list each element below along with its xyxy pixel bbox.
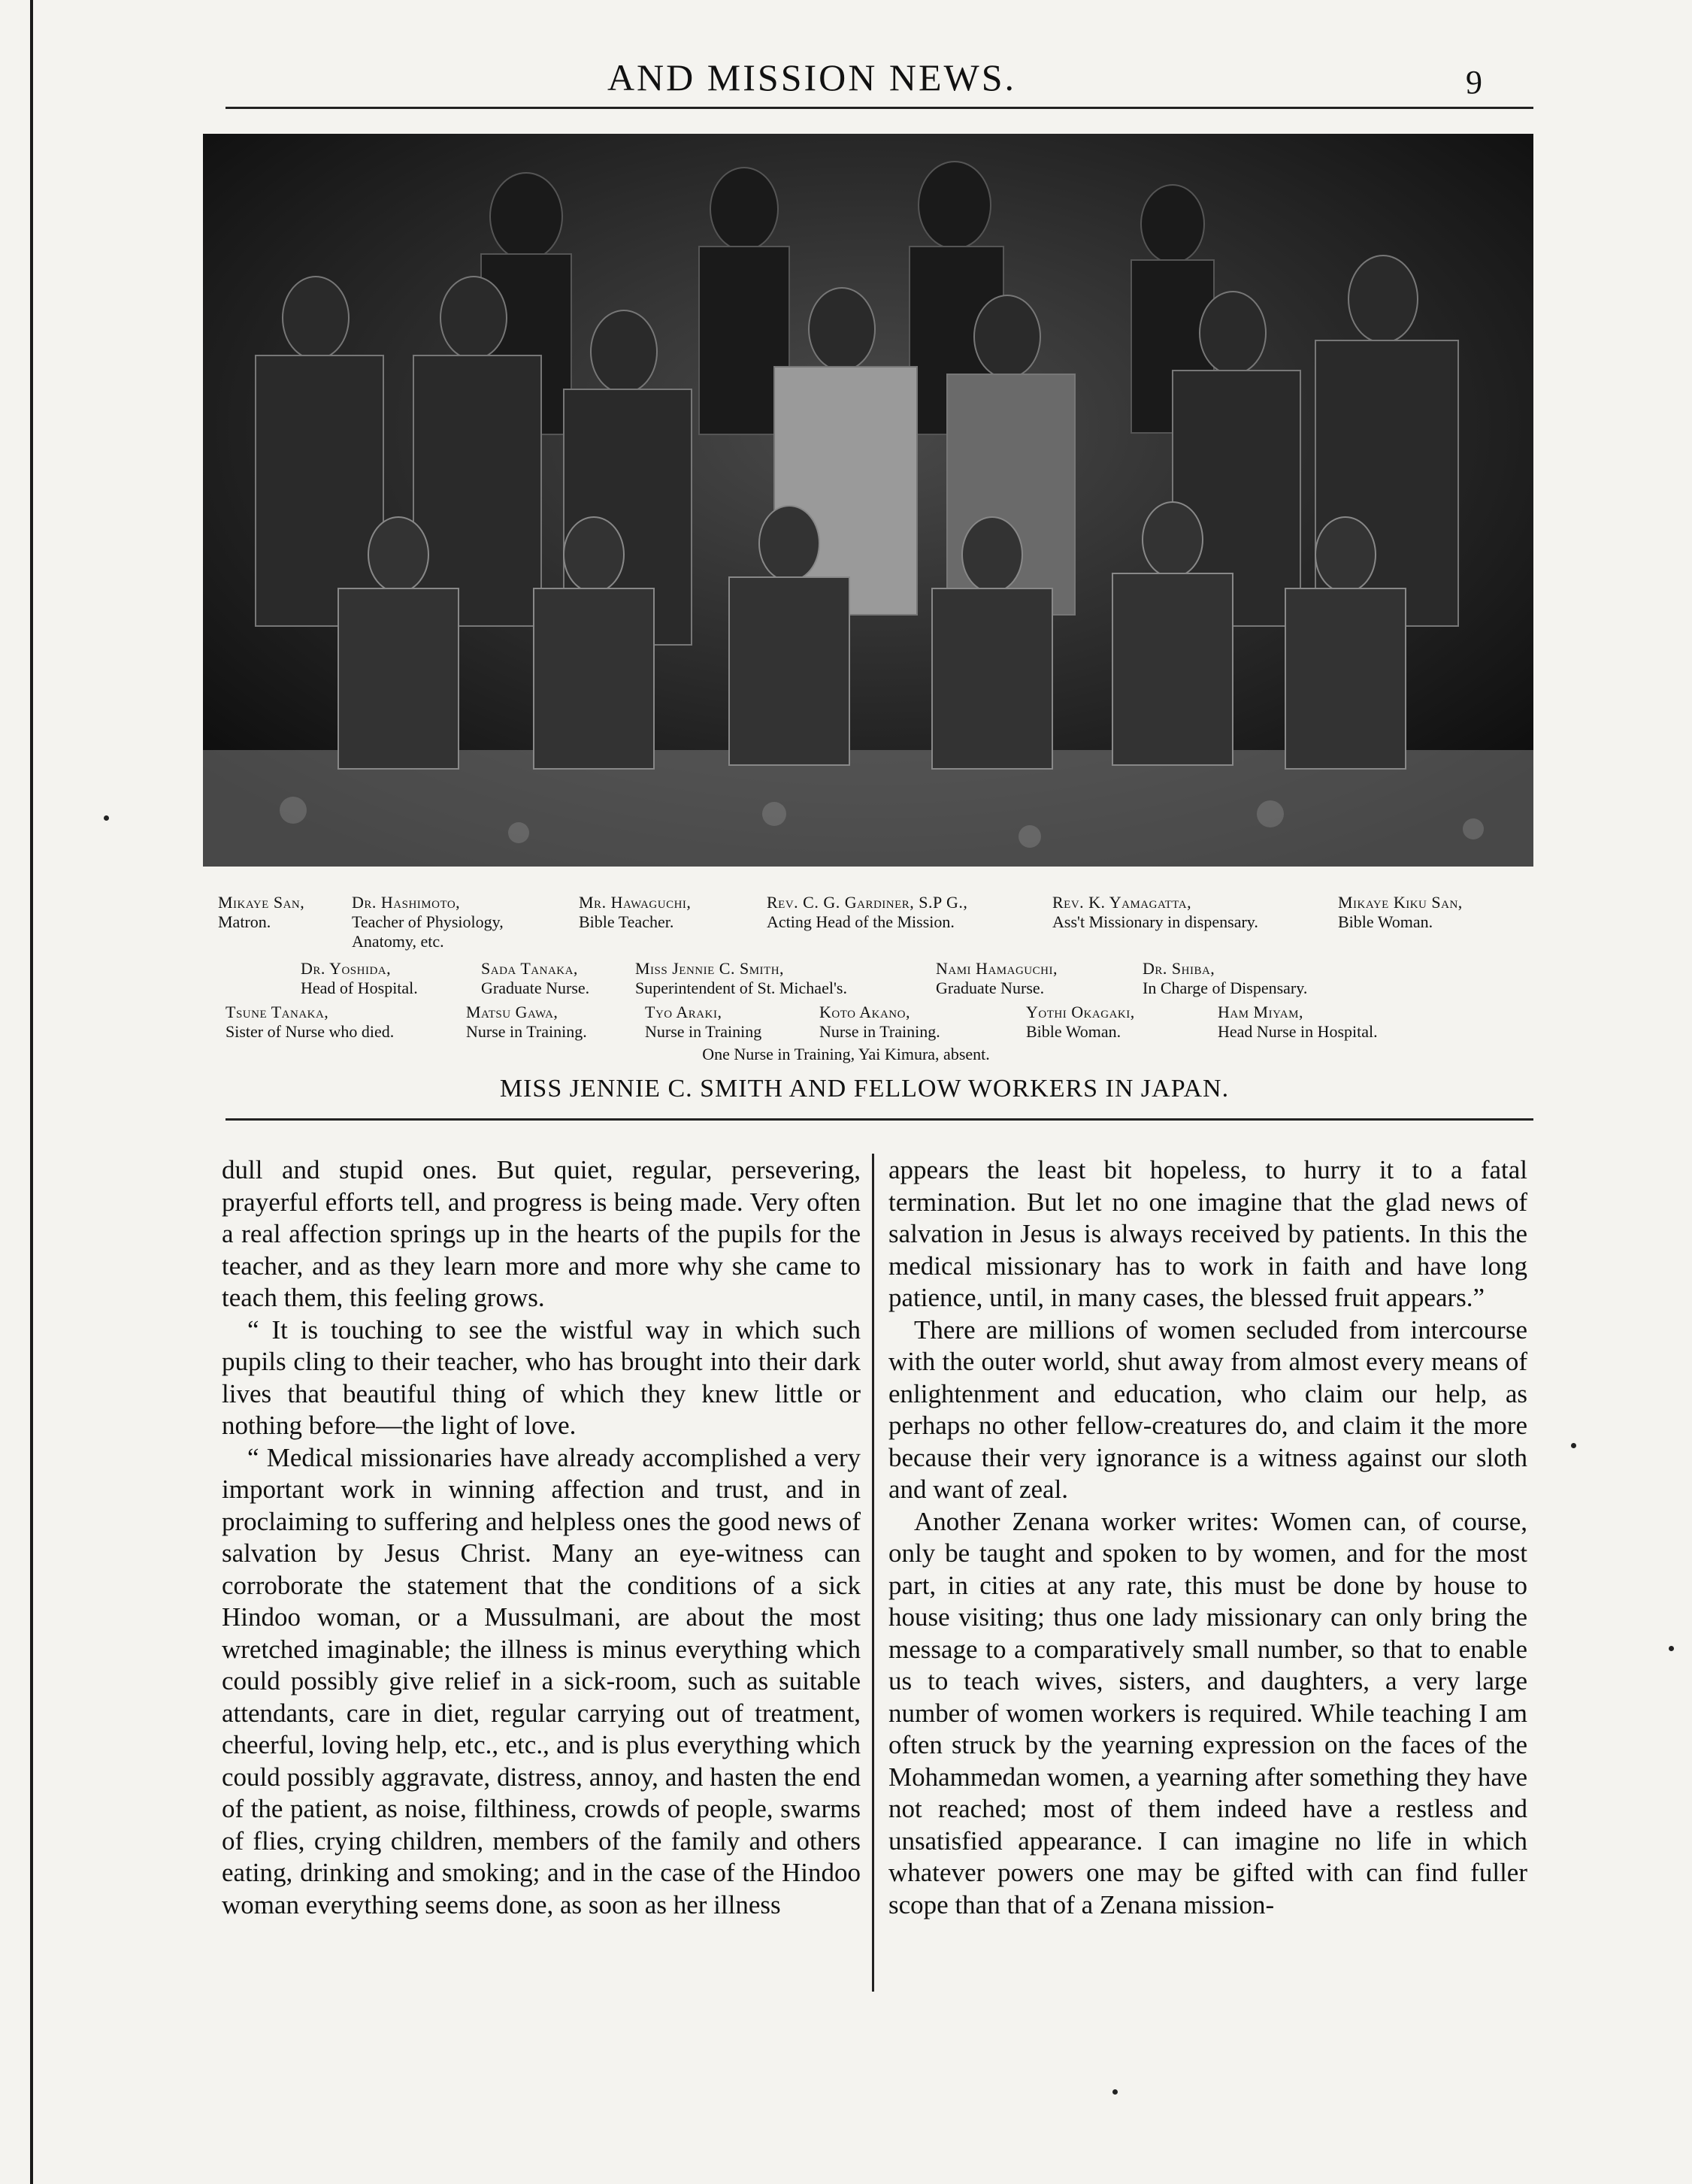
caption-entry [1026, 1003, 1135, 1042]
caption-entry [1052, 893, 1258, 932]
print-speck [104, 815, 109, 821]
photo-title: MISS JENNIE C. SMITH AND FELLOW WORKERS IN JAPAN. [499, 1075, 1230, 1103]
caption-role: Matron. [218, 912, 271, 931]
caption-name: Nami Hamaguchi, [936, 959, 1058, 978]
paragraph: “ Medical missionaries have already accomplished a very important work in winning affection and trust, and in proclaiming to suffering and helpless ones the good news of salvation by Jesus Christ. Many an eye-witness can corroborate the statement that the conditions of a sick Hindoo woman, or a Mussulmani, are about the most wretched imaginable; the illness is minus everything which could possibly give relief in a sick-room, such as suitable attendants, care in diet, regular carrying out of treatment, cheerful, loving help, etc., etc., and is plus everything which could possibly aggravate, distress, annoy, and hasten the end of the patient, as noise, filthiness, crowds of people, swarms of flies, crying children, members of the family and others eating, drinking and smoking; and in the case of the Hindoo woman everything seems done, as soon as her illness [222, 1442, 861, 1919]
caption-name: Matsu Gawa, [466, 1003, 558, 1021]
caption-name: Dr. Hashimoto, [352, 893, 461, 912]
print-speck [1112, 2089, 1118, 2095]
caption-name: Koto Akano, [819, 1003, 910, 1021]
right-column [888, 1154, 1527, 1921]
caption-name: Rev. C. G. Gardiner, S.P G., [767, 893, 968, 912]
running-header: AND MISSION NEWS. [607, 56, 1017, 98]
paragraph: dull and stupid ones. But quiet, regular, persevering, prayerful efforts tell, and progress is being made. Very often a real affection springs up in the hearts of the pupils for the teacher, and as they learn more and more why she came to teach them, this feeling grows. [222, 1155, 861, 1312]
caption-name: Yothi Okagaki, [1026, 1003, 1135, 1021]
caption-name: Mikaye Kiku San, [1338, 893, 1463, 912]
caption-name: Ham Miyam, [1218, 1003, 1303, 1021]
caption-entry [819, 1003, 940, 1042]
caption-role: Sister of Nurse who died. [225, 1022, 395, 1041]
caption-role: Head of Hospital. [301, 979, 418, 997]
paragraph: There are millions of women secluded from intercourse with the outer world, shut away from almost every means of enlightenment and education, who claim our help, as perhaps no other fellow-creatures do, and claim it the more because their very ignorance is a witness against our sloth and want of zeal. [888, 1314, 1527, 1504]
caption-entry [1338, 893, 1463, 932]
page-number: 9 [1466, 64, 1482, 101]
caption-name: Sada Tanaka, [481, 959, 578, 978]
paragraph: Another Zenana worker writes: Women can, of course, only be taught and spoken to by women, and for the most part, in cities at any rate, this must be done by house to house visiting; thus one lady missionary can only bring the message to a comparatively small number, so that to enable us to teach wives, sisters, and daughters, a very large number of women workers is required. While teaching I am often struck by the yearning expression on the faces of the Mohammedan women, a yearning after something they have not reached; most of them indeed have a restless and unsatisfied appearance. I can imagine no life in which whatever powers one may be gifted with can find fuller scope than that of a Zenana mission- [888, 1506, 1527, 1919]
caption-role: Ass't Missionary in dispensary. [1052, 912, 1258, 931]
caption-role: Bible Teacher. [579, 912, 674, 931]
print-speck [1669, 1646, 1674, 1651]
caption-name: Mikaye San, [218, 893, 305, 912]
caption-entry [481, 959, 589, 998]
caption-role: In Charge of Dispensary. [1143, 979, 1308, 997]
paragraph: “ It is touching to see the wistful way in which such pupils cling to their teacher, who has brought into their dark lives that beautiful thing of which they knew little or nothing before—the light of love. [222, 1314, 861, 1440]
caption-entry [1218, 1003, 1378, 1042]
caption-name: Dr. Yoshida, [301, 959, 392, 978]
caption-entry [1143, 959, 1307, 998]
caption-entry [352, 893, 532, 951]
caption-entry [579, 893, 691, 932]
paragraph: appears the least bit hopeless, to hurry it to a fatal termination. But let no one imagine that the glad news of salvation in Jesus is always received by patients. In this the medical missionary has to work in faith and have long patience, until, in many cases, the blessed fruit appears.” [888, 1155, 1527, 1312]
caption-role: Acting Head of the Mission. [767, 912, 955, 931]
caption-role: Bible Woman. [1338, 912, 1433, 931]
caption-entry [218, 893, 304, 932]
caption-name: Dr. Shiba, [1143, 959, 1215, 978]
caption-entry [301, 959, 418, 998]
caption-entry [466, 1003, 587, 1042]
caption-role: Teacher of Physiology, Anatomy, etc. [352, 912, 504, 951]
left-column [222, 1154, 861, 1921]
caption-role: Nurse in Training [645, 1022, 762, 1041]
caption-name: Tyo Araki, [645, 1003, 722, 1021]
caption-name: Mr. Hawaguchi, [579, 893, 692, 912]
caption-entry [635, 959, 847, 998]
caption-role: Bible Woman. [1026, 1022, 1121, 1041]
caption-entry [936, 959, 1058, 998]
caption-role: Superintendent of St. Michael's. [635, 979, 847, 997]
caption-name: Tsune Tanaka, [225, 1003, 329, 1021]
group-photograph [203, 134, 1533, 867]
page-margin-rule [30, 0, 33, 2184]
header-rule [225, 107, 1533, 109]
caption-role: Graduate Nurse. [481, 979, 590, 997]
caption-role: Nurse in Training. [819, 1022, 940, 1041]
caption-entry [645, 1003, 761, 1042]
caption-entry [225, 1003, 394, 1042]
caption-name: Miss Jennie C. Smith, [635, 959, 785, 978]
absent-note: One Nurse in Training, Yai Kimura, absent. [702, 1045, 990, 1063]
caption-name: Rev. K. Yamagatta, [1052, 893, 1192, 912]
caption-role: Head Nurse in Hospital. [1218, 1022, 1378, 1041]
caption-role: Graduate Nurse. [936, 979, 1045, 997]
column-divider [872, 1154, 874, 1992]
caption-rule [225, 1118, 1533, 1121]
print-speck [1571, 1443, 1576, 1448]
caption-entry [767, 893, 967, 932]
caption-role: Nurse in Training. [466, 1022, 587, 1041]
